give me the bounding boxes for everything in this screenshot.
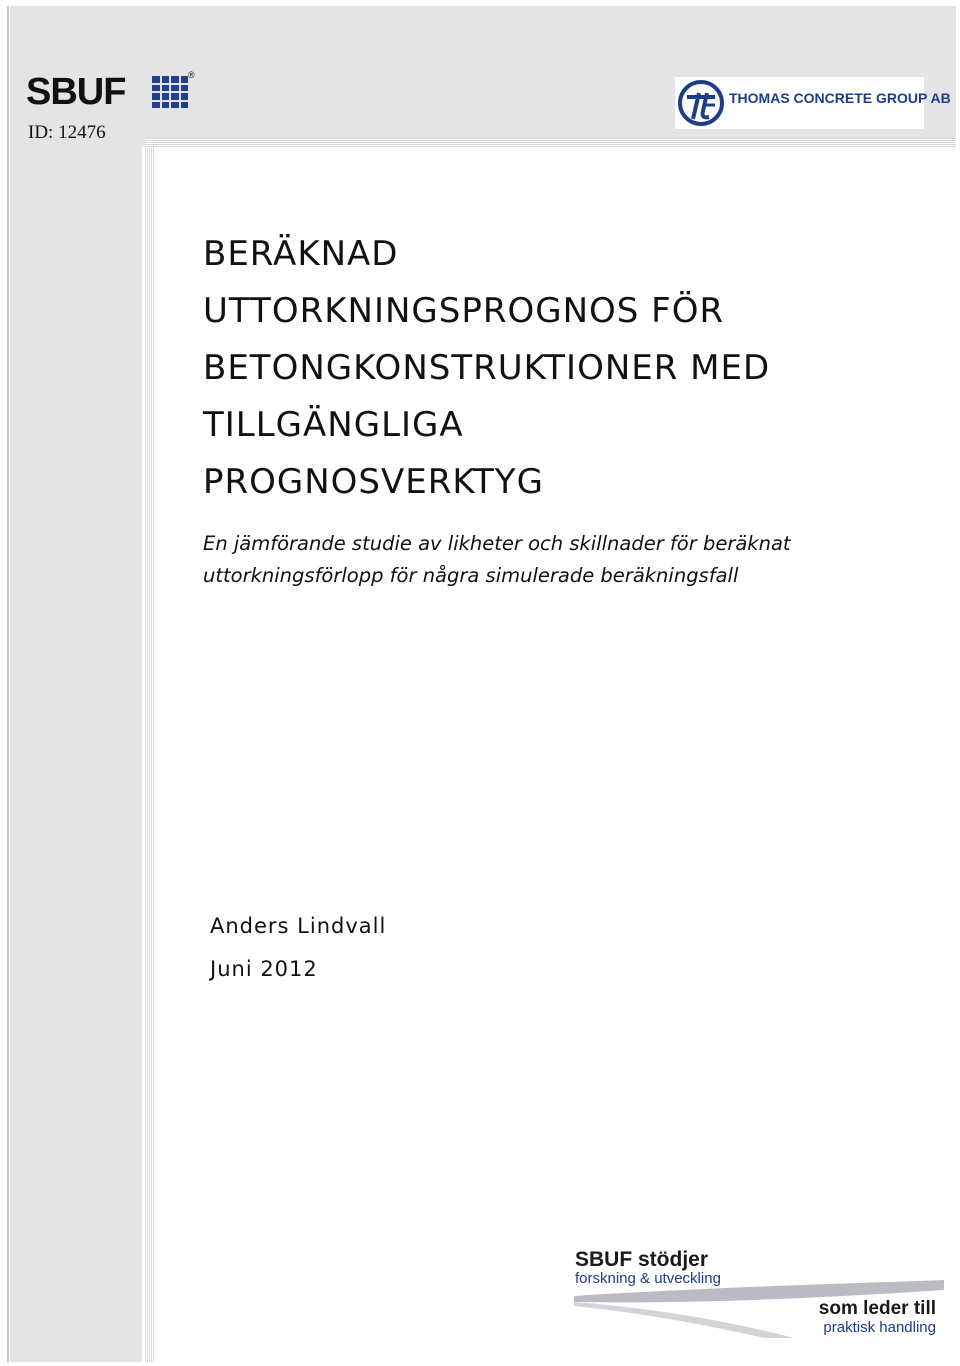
title-line: BETONGKONSTRUKTIONER MED bbox=[203, 348, 771, 388]
report-title bbox=[203, 226, 923, 511]
support-line-4: praktisk handling bbox=[823, 1319, 936, 1336]
title-line: BERÄKNAD bbox=[203, 234, 399, 274]
sbuf-support-badge bbox=[574, 1246, 944, 1342]
frame-left-band bbox=[10, 6, 142, 1362]
sbuf-grid-icon bbox=[152, 76, 188, 108]
subtitle-line: uttorkningsförlopp för några simulerade beräkningsfall bbox=[203, 564, 739, 587]
support-line-2: forskning & utveckling bbox=[575, 1270, 721, 1287]
report-subtitle bbox=[203, 528, 923, 592]
subtitle-line: En jämförande studie av likheter och skillnader för beräknat bbox=[203, 532, 791, 555]
thomas-emblem-icon bbox=[677, 79, 725, 127]
title-line: UTTORKNINGSPROGNOS FÖR bbox=[203, 291, 725, 331]
thomas-logo-text: THOMAS CONCRETE GROUP AB bbox=[729, 90, 951, 106]
registered-mark: ® bbox=[188, 70, 195, 80]
author-name: Anders Lindvall bbox=[210, 914, 387, 938]
frame-left-edge bbox=[7, 6, 9, 1362]
publication-date: Juni 2012 bbox=[210, 957, 318, 981]
support-line-3: som leder till bbox=[818, 1298, 936, 1319]
frame-inner-vertical bbox=[145, 148, 154, 1362]
thomas-concrete-logo bbox=[675, 77, 951, 129]
sbuf-logo-text: SBUF bbox=[26, 71, 126, 113]
title-line: TILLGÄNGLIGA bbox=[203, 405, 464, 445]
document-id: ID: 12476 bbox=[28, 122, 106, 143]
sbuf-logo bbox=[26, 70, 196, 113]
frame-inner-horizontal bbox=[145, 138, 956, 148]
support-line-1: SBUF stödjer bbox=[575, 1248, 709, 1271]
title-line: PROGNOSVERKTYG bbox=[203, 462, 544, 502]
